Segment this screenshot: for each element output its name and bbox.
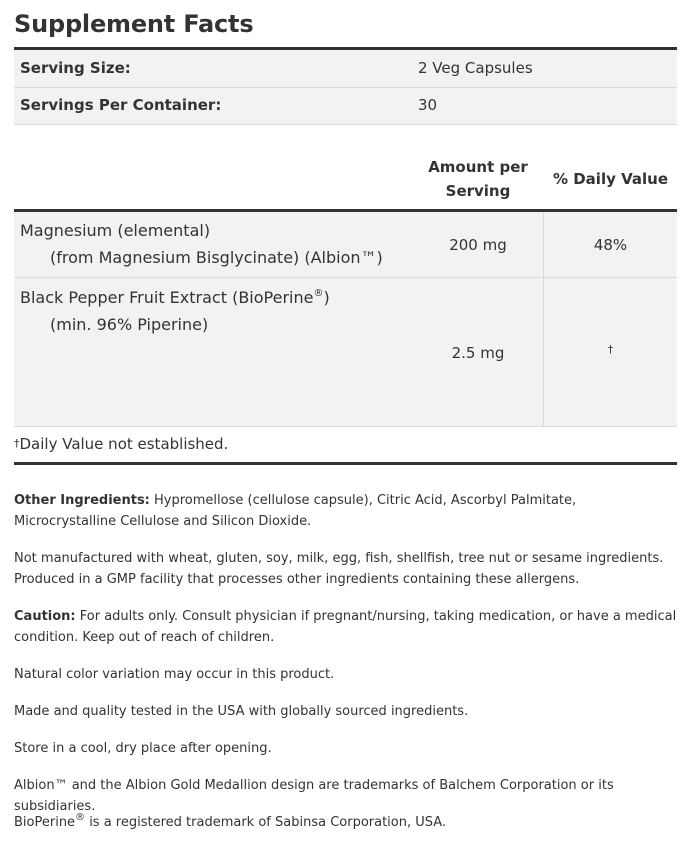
albion-trademark-note: Albion™ and the Albion Gold Medallion design are trademarks of Balchem Corporation or its subsidiaries. — [14, 778, 614, 814]
nutrient-daily-value: † — [607, 343, 614, 356]
serving-size-label: Serving Size: — [20, 59, 131, 77]
other-ingredients: Other Ingredients: Hypromellose (cellulose capsule), Citric Acid, Ascorbyl Palmitate, Microcrystalline Cellulose and Silicon Dioxide. — [14, 493, 577, 529]
page-title: Supplement Facts — [14, 10, 254, 38]
nutrient-amount: 2.5 mg — [451, 344, 505, 362]
servings-per-container-row — [14, 88, 677, 125]
registered-mark: ® — [313, 287, 324, 299]
daily-value-footnote: †Daily Value not established. — [14, 435, 229, 453]
nutrient-name: Magnesium (elemental) — [20, 221, 211, 240]
caution-statement: Caution: For adults only. Consult physician if pregnant/nursing, taking medication, or have a medical condition. Keep out of reach of children. — [14, 609, 677, 645]
servings-per-container-label: Servings Per Container: — [20, 96, 222, 114]
allergen-statement: Not manufactured with wheat, gluten, soy, milk, egg, fish, shellfish, tree nut or sesame ingredients. Produced in a GMP facility that processes other ingredients containing these allergens. — [14, 551, 664, 587]
nutrient-source: (min. 96% Piperine) — [50, 315, 209, 334]
servings-per-container-value: 30 — [418, 96, 438, 114]
amount-per-serving-header: Amount per Serving — [428, 158, 528, 200]
made-in-usa-note: Made and quality tested in the USA with globally sourced ingredients. — [14, 704, 469, 719]
footnote-divider — [14, 462, 677, 465]
serving-size-row — [14, 50, 677, 88]
daily-value-header: % Daily Value — [552, 170, 668, 188]
nutrient-daily-value: 48% — [593, 236, 628, 254]
nutrient-amount: 200 mg — [449, 236, 507, 254]
nutrient-name: Black Pepper Fruit Extract (BioPerine®) — [20, 287, 330, 307]
storage-note: Store in a cool, dry place after opening. — [14, 741, 272, 756]
nutrient-source: (from Magnesium Bisglycinate) (Albion™) — [50, 248, 383, 267]
bioperine-trademark-note: BioPerine® is a registered trademark of Sabinsa Corporation, USA. — [14, 811, 447, 830]
color-variation-note: Natural color variation may occur in this product. — [14, 667, 335, 682]
serving-size-value: 2 Veg Capsules — [418, 59, 533, 77]
